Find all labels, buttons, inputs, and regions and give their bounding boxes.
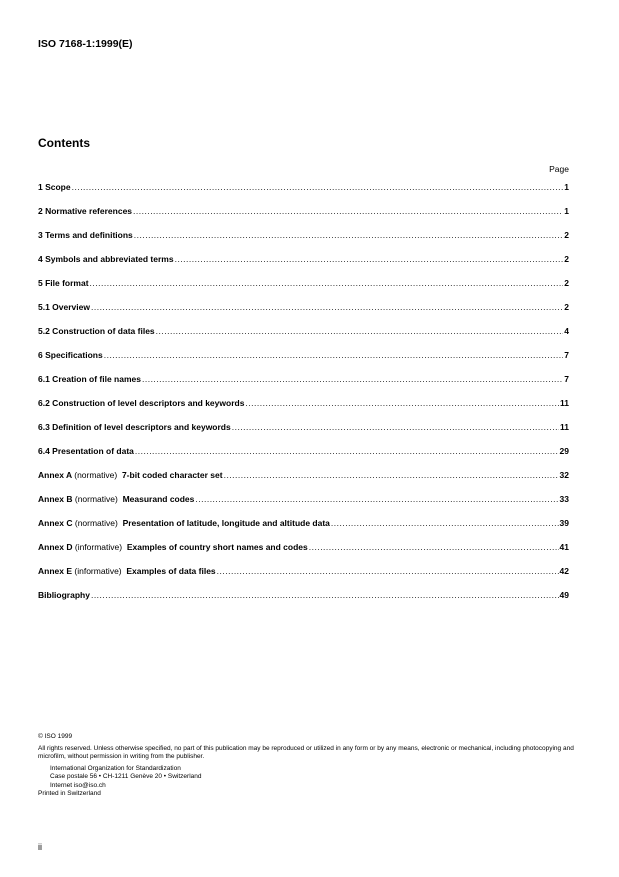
toc-page-number: 41 bbox=[559, 542, 569, 552]
annex-title: 7-bit coded character set bbox=[121, 470, 223, 480]
toc-page-number: 11 bbox=[560, 398, 569, 408]
leader-dots bbox=[224, 470, 559, 480]
toc-page-number: 2 bbox=[564, 230, 569, 240]
leader-dots bbox=[72, 182, 564, 192]
toc-entry-file-names[interactable] bbox=[38, 374, 569, 398]
toc-page-number: 4 bbox=[564, 326, 569, 336]
leader-dots bbox=[217, 566, 559, 576]
toc-page-number: 1 bbox=[564, 182, 569, 192]
annex-type: (informative) bbox=[74, 542, 123, 552]
leader-dots bbox=[245, 398, 559, 408]
toc-title: 4 Symbols and abbreviated terms bbox=[38, 254, 174, 264]
rights-statement: All rights reserved. Unless otherwise specified, no part of this publication may be reproduced or utilized in any form or by any means, electronic or mechanical, including photocopying and microfilm, without permission in writing from the publisher. bbox=[38, 744, 574, 760]
leader-dots bbox=[156, 326, 564, 336]
postal-address: Case postale 56 • CH-1211 Genève 20 • Switzerland bbox=[50, 773, 202, 780]
annex-title: Measurand codes bbox=[122, 494, 195, 504]
toc-page-number: 49 bbox=[559, 590, 569, 600]
leader-dots bbox=[90, 278, 564, 288]
toc-title: 6.2 Construction of level descriptors and keywords bbox=[38, 398, 245, 408]
toc-title: 5 File format bbox=[38, 278, 89, 288]
annex-type: (normative) bbox=[74, 470, 118, 480]
toc-entry-overview[interactable] bbox=[38, 302, 569, 326]
toc-title: 5.1 Overview bbox=[38, 302, 90, 312]
contents-title: Contents bbox=[38, 136, 90, 150]
toc-title: 6.4 Presentation of data bbox=[38, 446, 134, 456]
toc-entry-terms-definitions[interactable] bbox=[38, 230, 569, 254]
copyright-line: © ISO 1999 bbox=[38, 733, 73, 740]
toc-entry-specifications[interactable] bbox=[38, 350, 569, 374]
toc-title bbox=[38, 518, 330, 528]
leader-dots bbox=[104, 350, 564, 360]
toc-entry-annex-c[interactable] bbox=[38, 518, 569, 542]
toc-page-number: 11 bbox=[560, 422, 569, 432]
annex-type: (normative) bbox=[74, 494, 118, 504]
leader-dots bbox=[91, 302, 563, 312]
toc-title: 2 Normative references bbox=[38, 206, 133, 216]
leader-dots bbox=[91, 590, 559, 600]
toc-entry-file-format[interactable] bbox=[38, 278, 569, 302]
toc-entry-annex-d[interactable] bbox=[38, 542, 569, 566]
leader-dots bbox=[331, 518, 559, 528]
toc-entry-annex-e[interactable] bbox=[38, 566, 569, 590]
page-column-label: Page bbox=[549, 164, 569, 174]
leader-dots bbox=[232, 422, 559, 432]
toc-entry-construction-data-files[interactable] bbox=[38, 326, 569, 350]
toc-page-number: 32 bbox=[559, 470, 569, 480]
page-number: ii bbox=[38, 842, 42, 852]
toc-page-number: 7 bbox=[564, 350, 569, 360]
leader-dots bbox=[175, 254, 564, 264]
leader-dots bbox=[135, 446, 559, 456]
toc-page-number: 7 bbox=[564, 374, 569, 384]
annex-title: Examples of data files bbox=[126, 566, 216, 576]
toc-page-number: 1 bbox=[564, 206, 569, 216]
toc-entry-presentation-data[interactable] bbox=[38, 446, 569, 470]
toc-title bbox=[38, 470, 223, 480]
leader-dots bbox=[309, 542, 559, 552]
toc-page-number: 33 bbox=[559, 494, 569, 504]
annex-label: Annex D bbox=[38, 542, 73, 552]
leader-dots bbox=[134, 230, 563, 240]
toc-page-number: 39 bbox=[559, 518, 569, 528]
toc-page-number: 42 bbox=[559, 566, 569, 576]
copyright-block bbox=[38, 733, 578, 799]
toc-page-number: 2 bbox=[564, 302, 569, 312]
annex-title: Examples of country short names and codes bbox=[126, 542, 308, 552]
toc-entry-annex-a[interactable] bbox=[38, 470, 569, 494]
toc-entry-construction-level-descriptors[interactable] bbox=[38, 398, 569, 422]
leader-dots bbox=[142, 374, 563, 384]
toc-page-number: 29 bbox=[559, 446, 569, 456]
annex-type: (normative) bbox=[74, 518, 118, 528]
annex-title: Presentation of latitude, longitude and altitude data bbox=[122, 518, 330, 528]
toc-entry-annex-b[interactable] bbox=[38, 494, 569, 518]
toc-title: 6.1 Creation of file names bbox=[38, 374, 141, 384]
toc-entry-scope[interactable] bbox=[38, 182, 569, 206]
leader-dots bbox=[133, 206, 563, 216]
toc-title: 5.2 Construction of data files bbox=[38, 326, 155, 336]
organization-name: International Organization for Standardization bbox=[50, 764, 181, 772]
toc-page-number: 2 bbox=[564, 254, 569, 264]
table-of-contents bbox=[38, 182, 569, 614]
toc-title bbox=[38, 542, 308, 552]
toc-entry-bibliography[interactable] bbox=[38, 590, 569, 614]
toc-title: 1 Scope bbox=[38, 182, 71, 192]
document-header: ISO 7168-1:1999(E) bbox=[38, 38, 133, 50]
toc-page-number: 2 bbox=[564, 278, 569, 288]
toc-title: 3 Terms and definitions bbox=[38, 230, 133, 240]
leader-dots bbox=[195, 494, 558, 504]
internet-contact: Internet iso@iso.ch bbox=[50, 781, 106, 789]
toc-title: Bibliography bbox=[38, 590, 90, 600]
toc-entry-definition-level-descriptors[interactable] bbox=[38, 422, 569, 446]
toc-title: 6.3 Definition of level descriptors and keywords bbox=[38, 422, 231, 432]
toc-title: 6 Specifications bbox=[38, 350, 103, 360]
annex-label: Annex E bbox=[38, 566, 73, 576]
annex-label: Annex C bbox=[38, 518, 73, 528]
annex-label: Annex B bbox=[38, 494, 73, 504]
printed-in: Printed in Switzerland bbox=[38, 790, 101, 797]
toc-entry-symbols[interactable] bbox=[38, 254, 569, 278]
toc-entry-normative-references[interactable] bbox=[38, 206, 569, 230]
toc-title bbox=[38, 566, 216, 576]
toc-title bbox=[38, 494, 194, 504]
annex-type: (informative) bbox=[74, 566, 122, 576]
annex-label: Annex A bbox=[38, 470, 72, 480]
